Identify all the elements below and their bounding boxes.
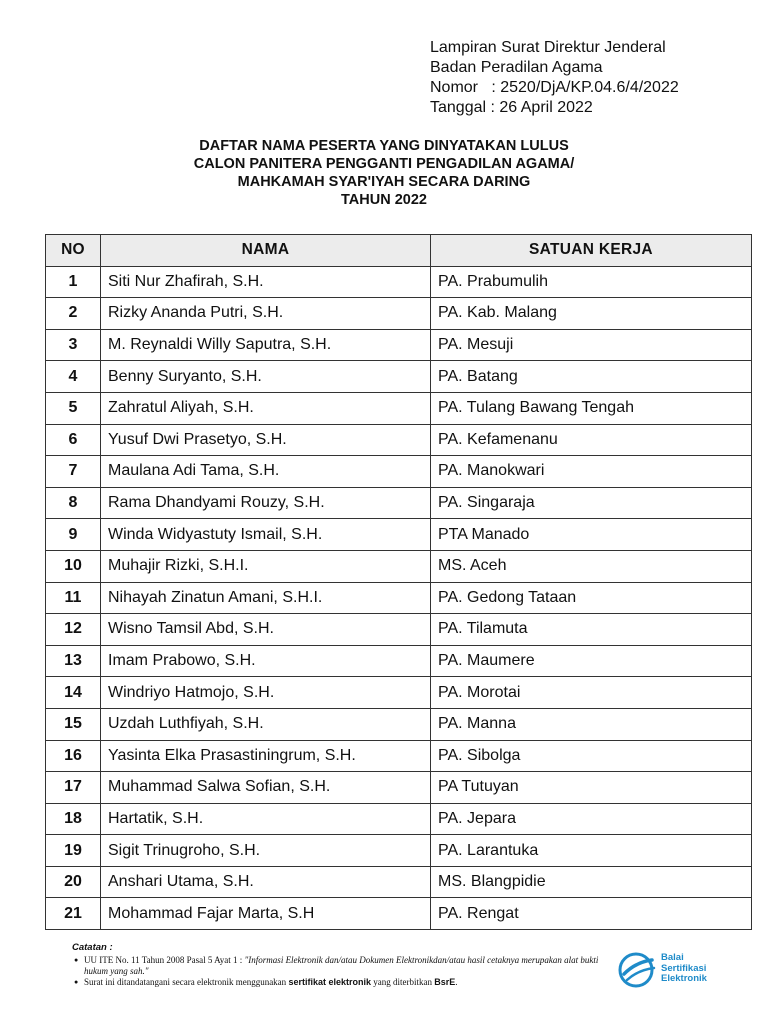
note-law-quote: "Informasi Elektronik dan/atau Dokumen Elektronikdan/atau hasil cetaknya merupakan alat bukti hukum yang sah."	[84, 955, 599, 976]
work-unit: PA. Mesuji	[431, 329, 752, 361]
table-row	[46, 266, 752, 298]
row-number: 18	[46, 803, 101, 835]
table-row	[46, 645, 752, 677]
work-unit: PA. Jepara	[431, 803, 752, 835]
row-number: 4	[46, 361, 101, 393]
row-number: 3	[46, 329, 101, 361]
row-number: 19	[46, 835, 101, 867]
work-unit: MS. Aceh	[431, 550, 752, 582]
row-number: 7	[46, 456, 101, 488]
participant-name: Anshari Utama, S.H.	[101, 866, 431, 898]
table-row	[46, 677, 752, 709]
note-law-reference: UU ITE No. 11 Tahun 2008 Pasal 5 Ayat 1 :	[84, 955, 245, 965]
row-number: 9	[46, 519, 101, 551]
table-row	[46, 835, 752, 867]
notes-footer	[72, 942, 602, 988]
participant-name: Sigit Trinugroho, S.H.	[101, 835, 431, 867]
table-row	[46, 329, 752, 361]
row-number: 8	[46, 487, 101, 519]
note-text: Surat ini ditandatangani secara elektronik menggunakan	[84, 977, 289, 987]
table-row	[46, 708, 752, 740]
note-emphasis: sertifikat elektronik	[288, 977, 371, 987]
note-item	[84, 955, 602, 977]
row-number: 13	[46, 645, 101, 677]
table-row	[46, 740, 752, 772]
logo-word: Balai	[661, 952, 684, 963]
attachment-letter-date: Tanggal : 26 April 2022	[430, 99, 593, 116]
work-unit: PA. Manna	[431, 708, 752, 740]
row-number: 5	[46, 392, 101, 424]
participant-name: Muhajir Rizki, S.H.I.	[101, 550, 431, 582]
table-row	[46, 424, 752, 456]
table-row	[46, 519, 752, 551]
note-text: .	[455, 977, 458, 987]
table-row	[46, 550, 752, 582]
table-row	[46, 298, 752, 330]
work-unit: PA. Batang	[431, 361, 752, 393]
table-row	[46, 487, 752, 519]
table-header-row	[46, 235, 752, 267]
row-number: 17	[46, 772, 101, 804]
participant-name: Imam Prabowo, S.H.	[101, 645, 431, 677]
row-number: 21	[46, 898, 101, 930]
work-unit: PA. Manokwari	[431, 456, 752, 488]
row-number: 16	[46, 740, 101, 772]
attachment-line: Badan Peradilan Agama	[430, 59, 603, 76]
row-number: 15	[46, 708, 101, 740]
work-unit: PA. Kab. Malang	[431, 298, 752, 330]
column-header-name: NAMA	[101, 235, 431, 267]
participant-name: Winda Widyastuty Ismail, S.H.	[101, 519, 431, 551]
attachment-reference	[430, 38, 679, 118]
participant-name: Hartatik, S.H.	[101, 803, 431, 835]
attachment-letter-number: Nomor : 2520/DjA/KP.04.6/4/2022	[430, 79, 679, 96]
work-unit: PA. Sibolga	[431, 740, 752, 772]
participant-name: Siti Nur Zhafirah, S.H.	[101, 266, 431, 298]
row-number: 2	[46, 298, 101, 330]
attachment-line: Lampiran Surat Direktur Jenderal	[430, 39, 666, 56]
work-unit: PA. Tilamuta	[431, 614, 752, 646]
work-unit: PA. Larantuka	[431, 835, 752, 867]
row-number: 11	[46, 582, 101, 614]
participant-name: Maulana Adi Tama, S.H.	[101, 456, 431, 488]
title-line: MAHKAMAH SYAR'IYAH SECARA DARING	[237, 174, 531, 190]
participant-name: Uzdah Luthfiyah, S.H.	[101, 708, 431, 740]
participant-name: Muhammad Salwa Sofian, S.H.	[101, 772, 431, 804]
row-number: 20	[46, 866, 101, 898]
participant-name: M. Reynaldi Willy Saputra, S.H.	[101, 329, 431, 361]
bsre-logo-mark-icon	[618, 952, 658, 988]
table-row	[46, 614, 752, 646]
column-header-no: NO	[46, 235, 101, 267]
work-unit: PTA Manado	[431, 519, 752, 551]
table-row	[46, 582, 752, 614]
row-number: 6	[46, 424, 101, 456]
participant-name: Windriyo Hatmojo, S.H.	[101, 677, 431, 709]
title-line: CALON PANITERA PENGGANTI PENGADILAN AGAMA/	[193, 156, 575, 172]
participant-name: Nihayah Zinatun Amani, S.H.I.	[101, 582, 431, 614]
row-number: 14	[46, 677, 101, 709]
participant-name: Benny Suryanto, S.H.	[101, 361, 431, 393]
row-number: 10	[46, 550, 101, 582]
table-row	[46, 361, 752, 393]
table-row	[46, 803, 752, 835]
work-unit: PA. Gedong Tataan	[431, 582, 752, 614]
table-row	[46, 898, 752, 930]
note-item	[84, 977, 602, 988]
note-text: yang diterbitkan	[370, 977, 435, 987]
participant-name: Zahratul Aliyah, S.H.	[101, 392, 431, 424]
participant-name: Rama Dhandyami Rouzy, S.H.	[101, 487, 431, 519]
logo-word: Sertifikasi	[661, 962, 707, 974]
table-row	[46, 772, 752, 804]
title-line: TAHUN 2022	[341, 192, 427, 208]
notes-list	[72, 955, 602, 988]
work-unit: PA. Kefamenanu	[431, 424, 752, 456]
work-unit: PA Tutuyan	[431, 772, 752, 804]
work-unit: PA. Rengat	[431, 898, 752, 930]
logo-word: Elektronik	[661, 973, 707, 984]
row-number: 12	[46, 614, 101, 646]
work-unit: PA. Morotai	[431, 677, 752, 709]
title-line: DAFTAR NAMA PESERTA YANG DINYATAKAN LULUS	[199, 138, 569, 154]
work-unit: PA. Singaraja	[431, 487, 752, 519]
participant-name: Rizky Ananda Putri, S.H.	[101, 298, 431, 330]
column-header-unit: SATUAN KERJA	[431, 235, 752, 267]
row-number: 1	[46, 266, 101, 298]
participants-table	[45, 234, 752, 930]
work-unit: PA. Maumere	[431, 645, 752, 677]
work-unit: PA. Prabumulih	[431, 266, 752, 298]
participant-name: Yasinta Elka Prasastiningrum, S.H.	[101, 740, 431, 772]
bsre-logo-wordmark	[661, 953, 707, 985]
bsre-logo	[618, 950, 728, 990]
note-emphasis: BsrE	[434, 977, 456, 987]
participant-name: Yusuf Dwi Prasetyo, S.H.	[101, 424, 431, 456]
table-row	[46, 866, 752, 898]
work-unit: MS. Blangpidie	[431, 866, 752, 898]
table-row	[46, 456, 752, 488]
participant-name: Mohammad Fajar Marta, S.H	[101, 898, 431, 930]
table-row	[46, 392, 752, 424]
participant-name: Wisno Tamsil Abd, S.H.	[101, 614, 431, 646]
work-unit: PA. Tulang Bawang Tengah	[431, 392, 752, 424]
notes-label: Catatan :	[72, 942, 113, 953]
document-title	[0, 137, 768, 209]
